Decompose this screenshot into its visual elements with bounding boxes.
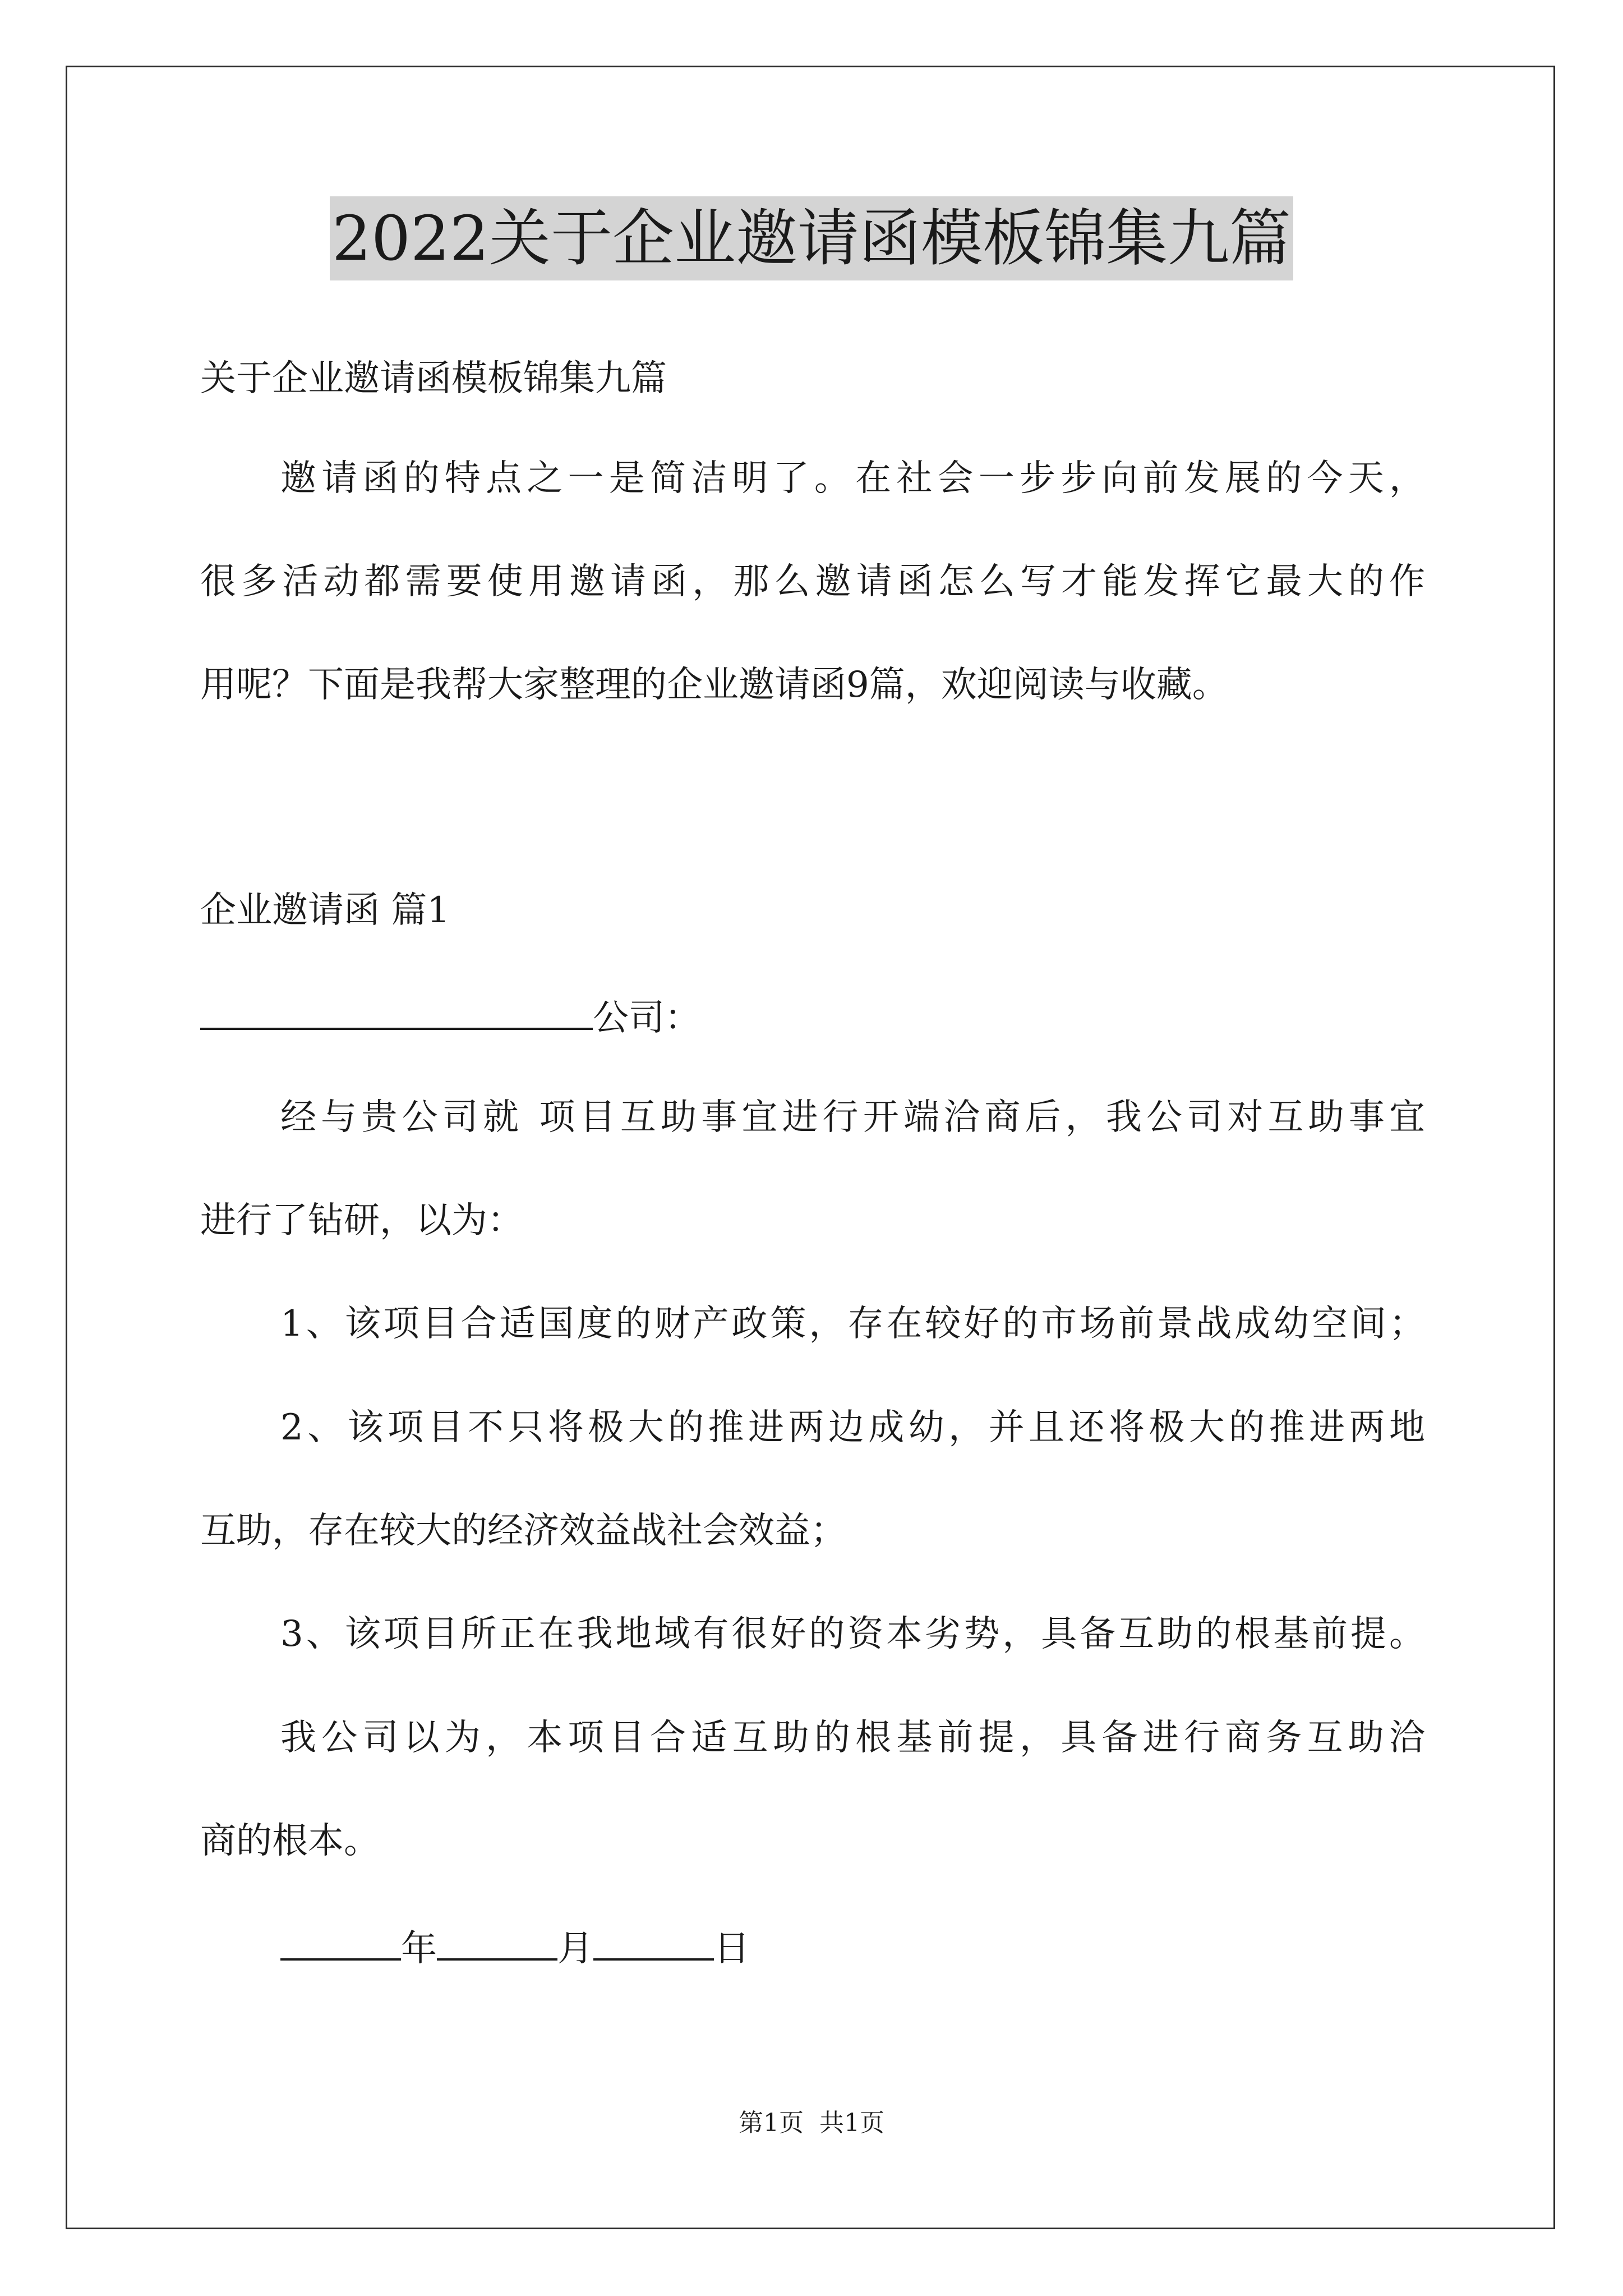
body-line-3: 1、该项目合适国度的财产政策，存在较好的市场前景战成幼空间； bbox=[280, 1303, 1425, 1345]
month-blank bbox=[437, 1919, 557, 1961]
day-blank bbox=[593, 1919, 714, 1961]
body-line-2: 进行了钻研，以为： bbox=[200, 1200, 523, 1241]
section-heading: 企业邀请函 篇1 bbox=[200, 890, 450, 931]
page-footer bbox=[0, 2106, 1623, 2140]
title-container bbox=[0, 196, 1623, 280]
intro-line-2: 很多活动都需要使用邀请函，那么邀请函怎么写才能发挥它最大的作 bbox=[200, 561, 1425, 602]
addressee-line bbox=[200, 988, 700, 1043]
date-line bbox=[280, 1919, 750, 1974]
month-label: 月 bbox=[557, 1928, 593, 1970]
page-total: 共1页 bbox=[819, 2109, 884, 2137]
day-label: 日 bbox=[714, 1928, 750, 1970]
body-line-7: 我公司以为，本项目合适互助的根基前提，具备进行商务互助洽 bbox=[280, 1717, 1425, 1759]
intro-line-1: 邀请函的特点之一是简洁明了。在社会一步步向前发展的今天， bbox=[280, 458, 1425, 499]
intro-line-3: 用呢？下面是我帮大家整理的企业邀请函9篇，欢迎阅读与收藏。 bbox=[200, 664, 1228, 706]
body-line-1: 经与贵公司就 项目互助事宜进行开端洽商后，我公司对互助事宜 bbox=[280, 1097, 1425, 1138]
document-title: 2022关于企业邀请函模板锦集九篇 bbox=[330, 196, 1293, 280]
addressee-suffix: 公司： bbox=[593, 997, 700, 1039]
addressee-blank bbox=[200, 988, 593, 1030]
document-subtitle: 关于企业邀请函模板锦集九篇 bbox=[200, 358, 667, 399]
year-blank bbox=[280, 1919, 401, 1961]
body-line-6: 3、该项目所正在我地域有很好的资本劣势，具备互助的根基前提。 bbox=[280, 1613, 1425, 1655]
year-label: 年 bbox=[401, 1928, 437, 1970]
page-number: 第1页 bbox=[739, 2109, 804, 2137]
body-line-8: 商的根本。 bbox=[200, 1820, 380, 1862]
body-line-4: 2、该项目不只将极大的推进两边成幼，并且还将极大的推进两地 bbox=[280, 1407, 1425, 1448]
body-line-5: 互助，存在较大的经济效益战社会效益； bbox=[200, 1510, 846, 1552]
